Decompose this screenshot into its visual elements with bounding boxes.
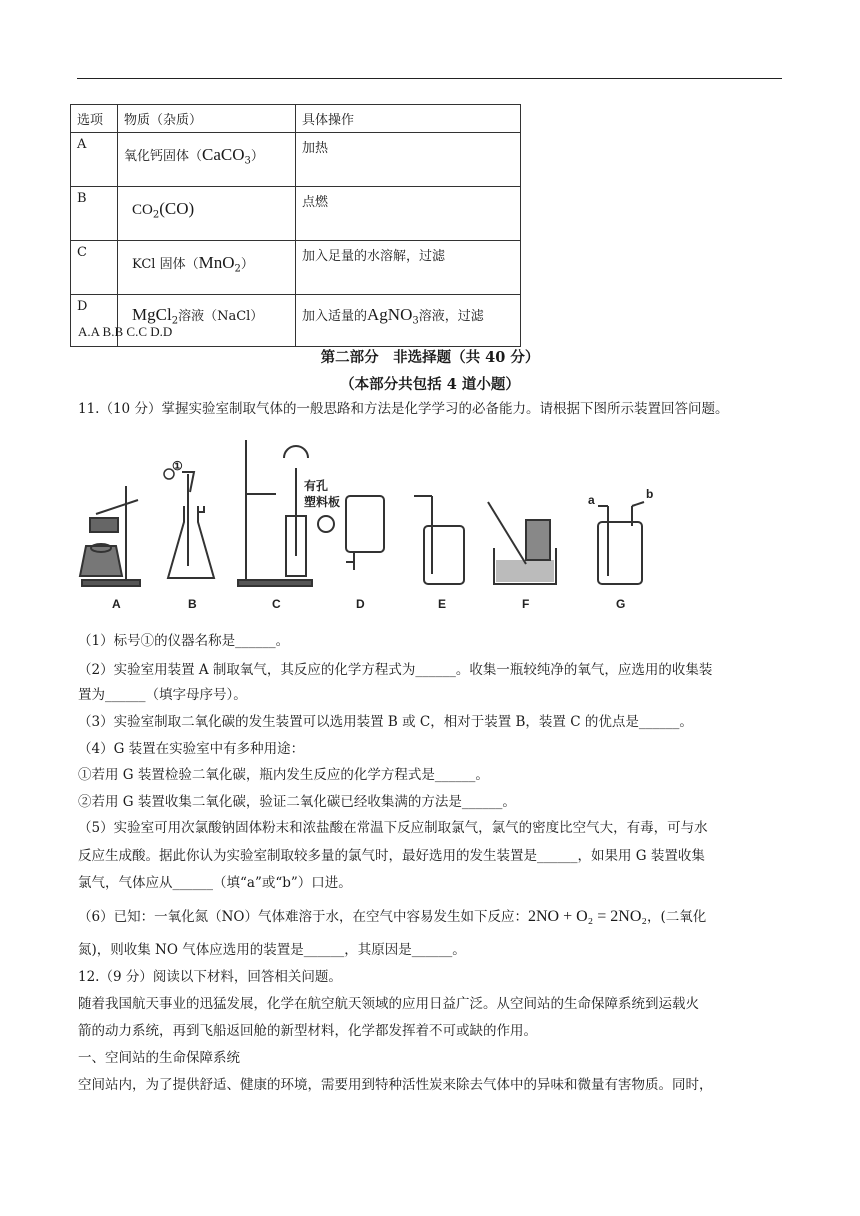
apparatus-d bbox=[346, 496, 384, 570]
apparatus-figure bbox=[76, 436, 666, 616]
apparatus-e bbox=[414, 496, 464, 584]
q11-part5-line3: 氯气，气体应从______（填“a”或“b”）口进。 bbox=[78, 875, 352, 891]
q12-para2-line1: 空间站内，为了提供舒适、健康的环境，需要用到特种活性炭来除去气体中的异味和微量有害物质。同时， bbox=[78, 1077, 713, 1093]
q11-part2-line1: （2）实验室用装置 A 制取氧气，其反应的化学方程式为______。收集一瓶较纯净的氧气，应选用的收集装 bbox=[78, 662, 713, 678]
header-substance: 物质（杂质） bbox=[118, 105, 296, 133]
port-b-label: b bbox=[646, 487, 654, 501]
plate-label-2: 塑料板 bbox=[304, 495, 341, 509]
label-e: E bbox=[438, 597, 447, 611]
q12-heading1: 一、空间站的生命保障系统 bbox=[78, 1050, 240, 1066]
apparatus-g bbox=[588, 487, 653, 584]
q12-para1-line2: 箭的动力系统，再到飞船返回舱的新型材料，化学都发挥着不可或缺的作用。 bbox=[78, 1023, 537, 1039]
section-title: 第二部分 非选择题（共 40 分） bbox=[320, 349, 540, 366]
q11-part5-line2: 反应生成酸。据此你认为实验室制取较多量的氯气时，最好选用的发生装置是______，如果用 G 装置收集 bbox=[78, 848, 705, 864]
table-row bbox=[71, 187, 521, 241]
table-row bbox=[71, 133, 521, 187]
q12-intro: 12.（9 分）阅读以下材料，回答相关问题。 bbox=[78, 969, 342, 985]
label-a: A bbox=[112, 597, 121, 611]
port-a-label: a bbox=[588, 493, 595, 507]
header-operation: 具体操作 bbox=[296, 105, 521, 133]
option-label: C bbox=[71, 241, 118, 295]
substance-cell: MgCl$_2$溶液（NaCl） bbox=[118, 295, 296, 347]
header-option: 选项 bbox=[71, 105, 118, 133]
operation-cell: 加入足量的水溶解，过滤 bbox=[296, 241, 521, 295]
q11-part4-2: ②若用 G 装置收集二氧化碳，验证二氧化碳已经收集满的方法是______。 bbox=[78, 794, 516, 810]
q11-part1: （1）标号①的仪器名称是______。 bbox=[78, 633, 290, 649]
apparatus-a bbox=[80, 486, 140, 586]
marker-1: ① bbox=[172, 459, 183, 473]
apparatus-f bbox=[488, 502, 556, 584]
substance-cell: KCl 固体（MnO$_2$） bbox=[118, 241, 296, 295]
operation-cell: 点燃 bbox=[296, 187, 521, 241]
reaction-equation: 2NO + O₂ = 2NO₂ bbox=[527, 908, 647, 925]
table-row bbox=[71, 241, 521, 295]
apparatus-c bbox=[238, 440, 340, 586]
label-b: B bbox=[188, 597, 197, 611]
table-header-row bbox=[71, 105, 521, 133]
label-f: F bbox=[522, 597, 530, 611]
header-rule bbox=[77, 78, 782, 79]
q11-part4-1: ①若用 G 装置检验二氧化碳，瓶内发生反应的化学方程式是______。 bbox=[78, 767, 489, 783]
substance-cell: $CO_2(CO)$ bbox=[118, 187, 296, 241]
label-d: D bbox=[356, 597, 365, 611]
plate-label-1: 有孔 bbox=[304, 479, 329, 493]
section-subtitle: （本部分共包括 4 道小题） bbox=[340, 376, 520, 393]
apparatus-b bbox=[164, 469, 214, 578]
q11-intro: 11.（10 分）掌握实验室制取气体的一般思路和方法是化学学习的必备能力。请根据下图所示装置回答问题。 bbox=[78, 401, 729, 417]
operation-cell: 加热 bbox=[296, 133, 521, 187]
q11-part6-line1: （6）已知：一氧化氮（NO）气体难溶于水，在空气中容易发生如下反应：2NO + O₂ = 2NO₂，(二氧化 bbox=[78, 908, 707, 925]
q12-para1-line1: 随着我国航天事业的迅猛发展，化学在航空航天领域的应用日益广泛。从空间站的生命保障系统到运载火 bbox=[78, 996, 699, 1012]
q11-part5-line1: （5）实验室可用次氯酸钠固体粉末和浓盐酸在常温下反应制取氯气，氯气的密度比空气大，有毒，可与水 bbox=[78, 820, 708, 836]
options-table bbox=[70, 104, 521, 347]
option-label: B bbox=[71, 187, 118, 241]
option-label: A bbox=[71, 133, 118, 187]
substance-cell: 氧化钙固体（CaCO$_3$） bbox=[118, 133, 296, 187]
q11-part6-line2: 氮)，则收集 NO 气体应选用的装置是______，其原因是______。 bbox=[78, 942, 466, 958]
option-label: D bbox=[71, 295, 118, 347]
q11-part4: （4）G 装置在实验室中有多种用途： bbox=[78, 741, 305, 757]
operation-cell: 加入适量的AgNO$_3$溶液，过滤 bbox=[296, 295, 521, 347]
q11-part3: （3）实验室制取二氧化碳的发生装置可以选用装置 B 或 C，相对于装置 B，装置 C 的优点是______。 bbox=[78, 714, 693, 730]
answer-choices: A.A B.B C.C D.D bbox=[78, 324, 173, 339]
label-c: C bbox=[272, 597, 281, 611]
label-g: G bbox=[616, 597, 626, 611]
q11-part2-line2: 置为______（填字母序号）。 bbox=[78, 687, 247, 703]
